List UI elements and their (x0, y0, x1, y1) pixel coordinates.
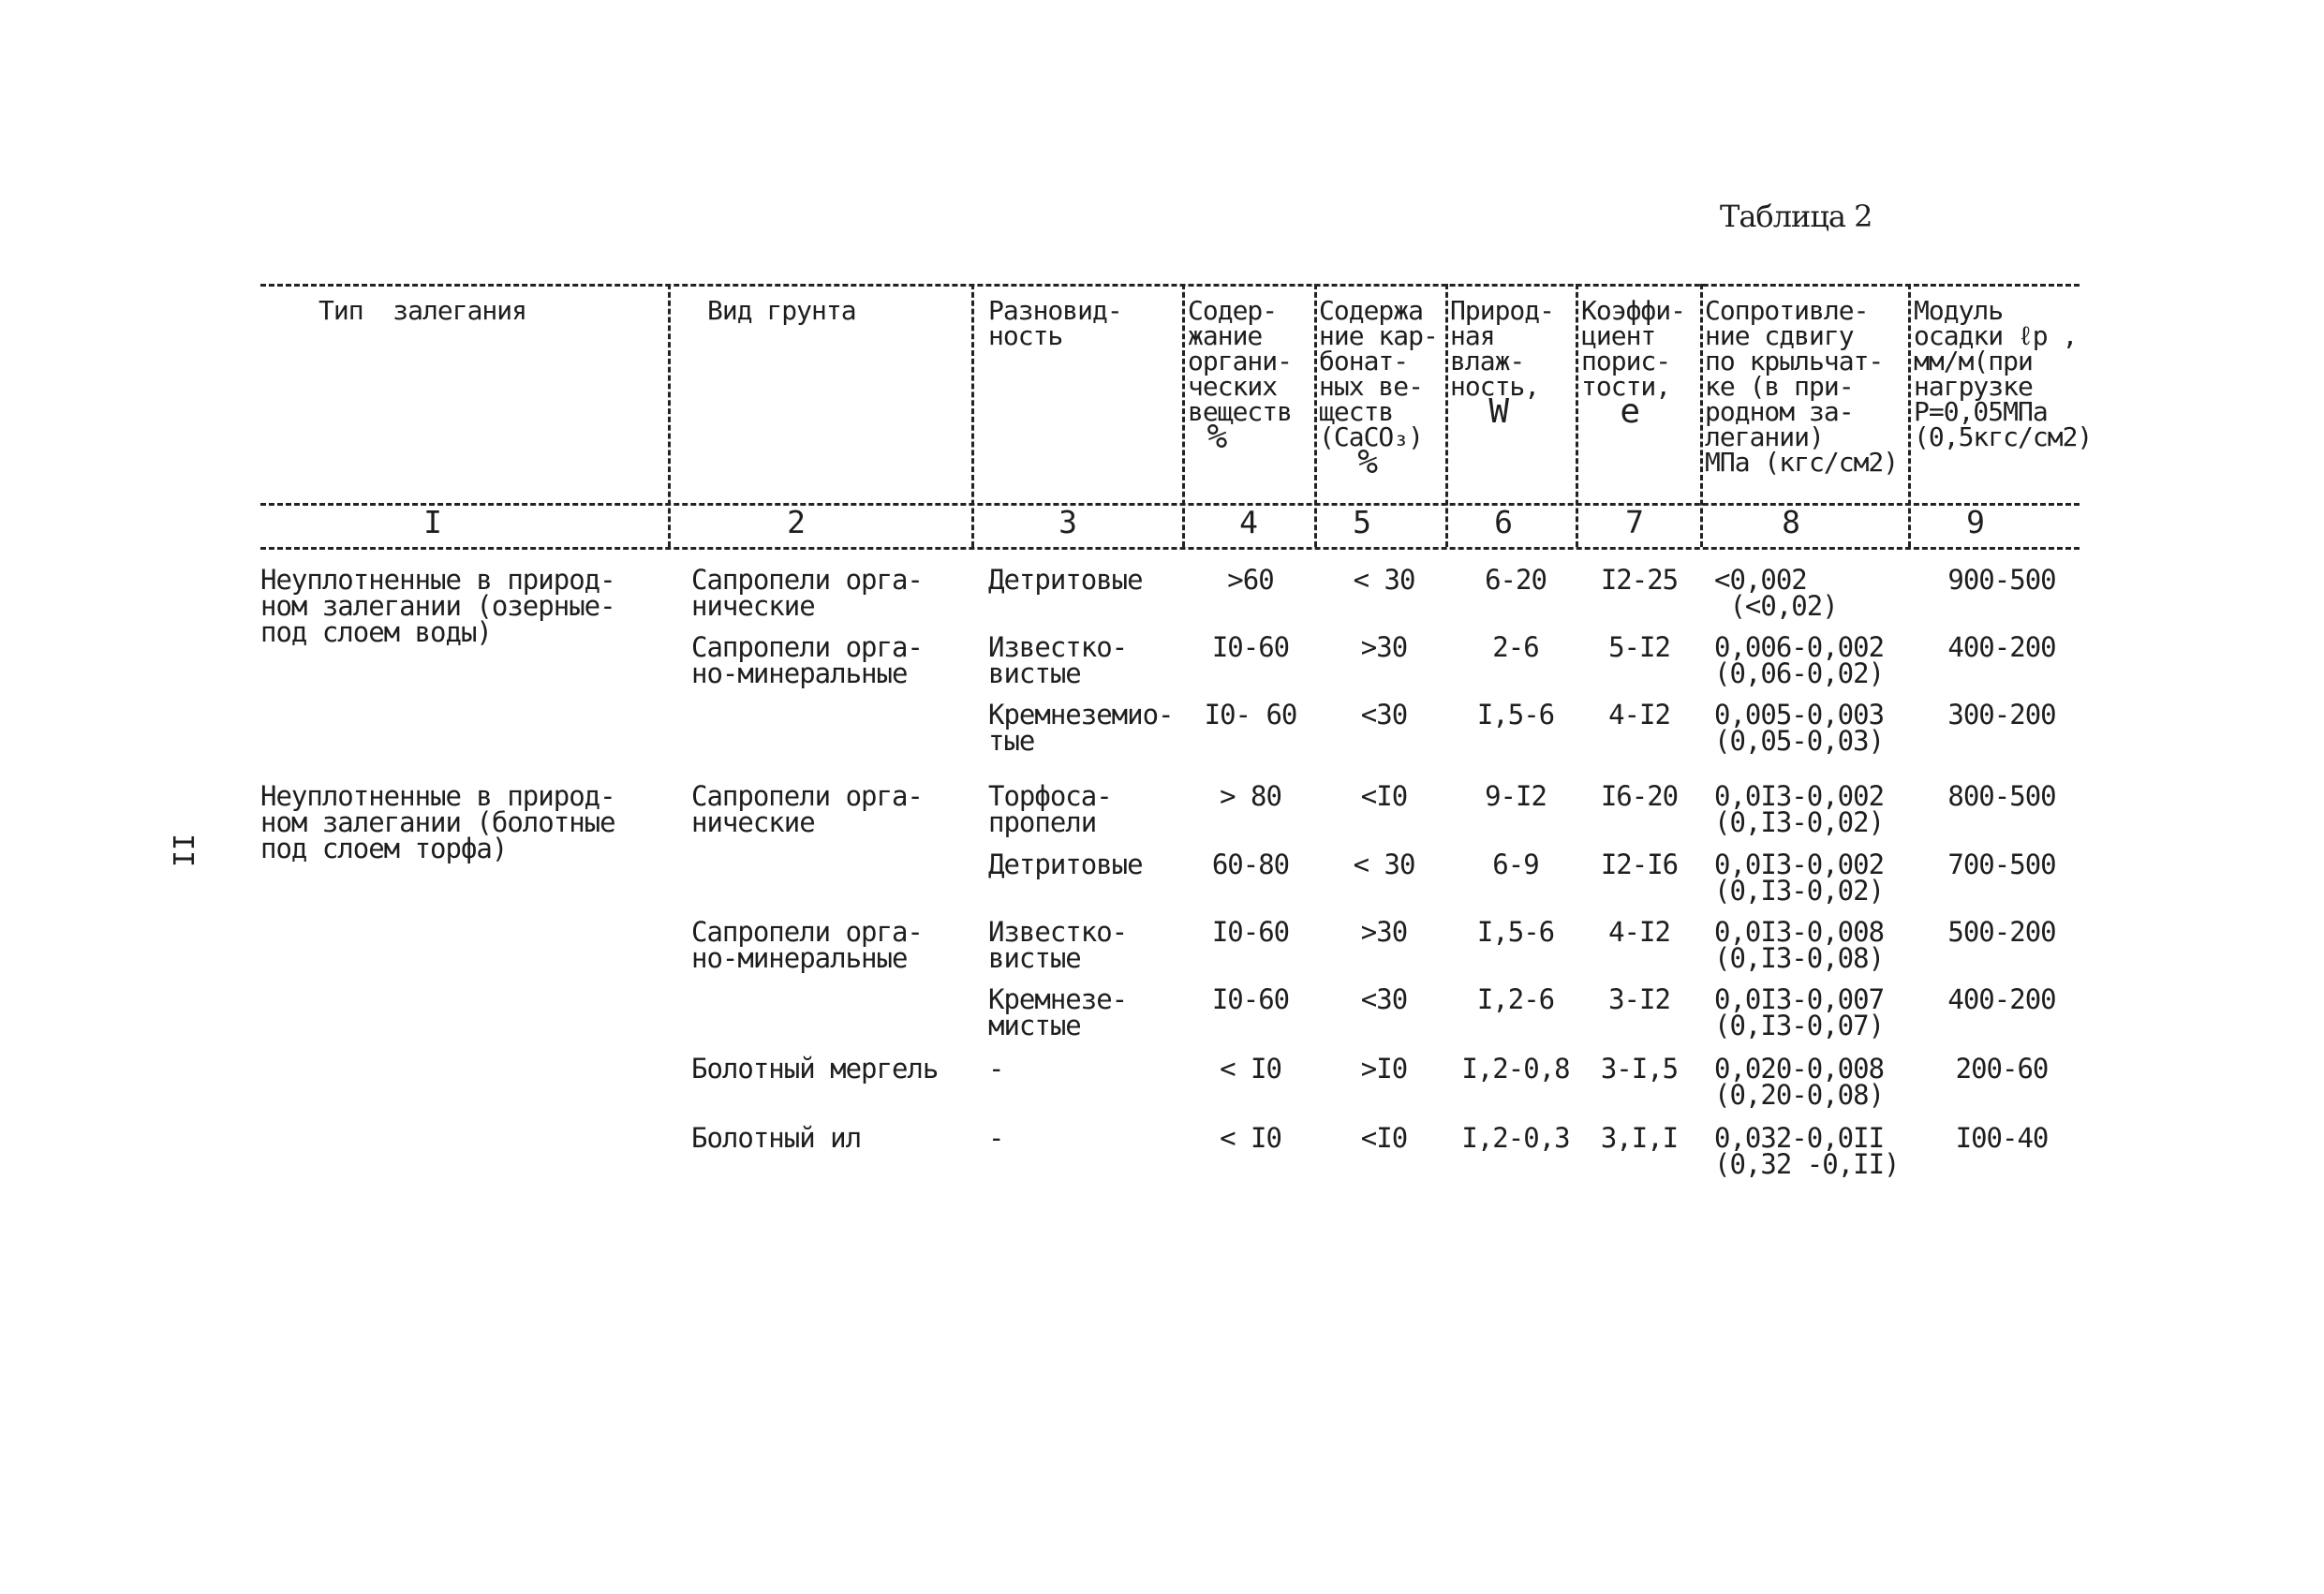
table-cell: 400-200 (1947, 983, 2056, 1015)
column-number: 3 (1058, 504, 1077, 540)
header-line: ная (1450, 320, 1495, 351)
table-cell: 5-I2 (1608, 631, 1670, 663)
table-cell: 300-200 (1947, 699, 2056, 731)
table-cell-line: нические (691, 590, 815, 622)
table-cell-line: - (988, 1053, 1004, 1085)
header-bottom-rule (260, 503, 2080, 506)
table-cell: I00-40 (1955, 1122, 2049, 1154)
header-line: Содер- (1188, 295, 1278, 326)
table-cell-line: вистые (988, 657, 1081, 689)
table-cell-line: 0,0I3-0,007 (1714, 983, 1885, 1015)
table-cell: I0-60 (1211, 631, 1290, 663)
header-line: P=0,05МПа (1914, 396, 2048, 427)
column-divider (971, 284, 974, 547)
header-line: % (1319, 443, 1378, 481)
table-cell: < I0 (1220, 1053, 1281, 1085)
header-line: Природ- (1450, 295, 1555, 326)
table-cell-line: Кремнезе- (988, 983, 1128, 1015)
table-cell: I0- 60 (1204, 699, 1297, 731)
table-cell-line: пропели (988, 806, 1097, 838)
table-cell-line: 0,032-0,0II (1714, 1122, 1885, 1154)
header-line: Сопротивле- (1705, 295, 1869, 326)
header-line: тости, (1581, 371, 1671, 402)
table-cell-line: - (988, 1122, 1004, 1154)
table-cell: >60 (1227, 564, 1274, 596)
table-cell: I,2-0,3 (1461, 1122, 1570, 1154)
table-cell-line: (0,I3-0,07) (1714, 1010, 1885, 1041)
table-cell-line: под слоем воды) (260, 616, 492, 648)
table-cell-line: (<0,02) (1714, 590, 1838, 622)
table-title: Таблица 2 (1720, 199, 1873, 234)
table-cell-line: но-минеральные (691, 942, 908, 974)
table-cell-line: под слоем торфа) (260, 833, 508, 864)
header-line: нагрузке (1914, 371, 2033, 402)
column-divider (1576, 284, 1578, 547)
header-line: ние сдвигу (1705, 320, 1854, 351)
column-divider (1445, 284, 1448, 547)
table-cell: < 30 (1353, 564, 1415, 596)
page-number-side: II (166, 834, 199, 868)
table-cell: <30 (1360, 699, 1408, 731)
table-cell: I6-20 (1600, 780, 1679, 812)
header-line: ке (в при- (1705, 371, 1854, 402)
table-cell-line: Сапропели орга- (691, 564, 923, 596)
table-cell-line: ном залегании (озерные- (260, 590, 615, 622)
header-line: жание (1188, 320, 1263, 351)
column-number: 9 (1966, 504, 1985, 540)
table-cell: 2-6 (1492, 631, 1539, 663)
header-line: Вид грунта (707, 295, 856, 326)
table-cell: < I0 (1220, 1122, 1281, 1154)
table-cell: >30 (1360, 916, 1408, 948)
header-line: ческих (1188, 371, 1278, 402)
table-cell: 4-I2 (1608, 916, 1670, 948)
header-line: влаж- (1450, 346, 1525, 376)
column-number: I (423, 504, 442, 540)
header-line: (CaCO₃) (1319, 421, 1424, 452)
table-cell-line: Неуплотненные в природ- (260, 780, 615, 812)
table-cell-line: Болотный ил (691, 1122, 862, 1154)
table-cell: 6-20 (1485, 564, 1547, 596)
table-cell-line: 0,006-0,002 (1714, 631, 1885, 663)
table-cell-line: 0,005-0,003 (1714, 699, 1885, 731)
header-line: (0,5кгс/см2) (1914, 421, 2093, 452)
header-line: ность, (1450, 371, 1540, 402)
table-cell: >I0 (1360, 1053, 1408, 1085)
header-line: органи- (1188, 346, 1293, 376)
header-line: мм/м(при (1914, 346, 2033, 376)
header-line: Тип залегания (318, 295, 527, 326)
table-cell: I0-60 (1211, 983, 1290, 1015)
column-number: 8 (1782, 504, 1800, 540)
table-cell-line: Известко- (988, 916, 1128, 948)
header-line: ществ (1319, 396, 1394, 427)
column-divider (668, 284, 671, 547)
column-divider (1314, 284, 1317, 547)
table-cell-line: (0,I3-0,02) (1714, 875, 1885, 907)
table-cell: 3-I,5 (1600, 1053, 1679, 1085)
table-cell: <30 (1360, 983, 1408, 1015)
table-cell-line: (0,I3-0,02) (1714, 806, 1885, 838)
column-number: 6 (1494, 504, 1513, 540)
header-line: порис- (1581, 346, 1671, 376)
column-number: 7 (1625, 504, 1644, 540)
table-cell-line: (0,32 -0,II) (1714, 1148, 1900, 1180)
table-cell: I2-25 (1600, 564, 1679, 596)
header-line: Модуль (1914, 295, 2004, 326)
table-cell: 500-200 (1947, 916, 2056, 948)
table-cell: I,5-6 (1476, 699, 1555, 731)
table-cell-line: (0,06-0,02) (1714, 657, 1885, 689)
table-cell: > 80 (1220, 780, 1281, 812)
table-cell-line: Торфоса- (988, 780, 1112, 812)
table-top-rule (260, 284, 2080, 287)
column-number: 2 (787, 504, 806, 540)
table-cell: I,5-6 (1476, 916, 1555, 948)
column-number: 5 (1353, 504, 1371, 540)
table-cell: < 30 (1353, 849, 1415, 880)
table-cell-line: 0,0I3-0,008 (1714, 916, 1885, 948)
table-cell-line: Сапропели орга- (691, 780, 923, 812)
column-divider (1182, 284, 1185, 547)
table-cell: 900-500 (1947, 564, 2056, 596)
table-cell: 200-60 (1955, 1053, 2049, 1085)
table-cell-line: ном залегании (болотные (260, 806, 615, 838)
header-line: ных ве- (1319, 371, 1424, 402)
header-line: легании) (1705, 421, 1824, 452)
column-number: 4 (1239, 504, 1258, 540)
table-cell: 4-I2 (1608, 699, 1670, 731)
table-cell: I,2-0,8 (1461, 1053, 1570, 1085)
header-line: ность (988, 320, 1063, 351)
header-line: W (1450, 392, 1509, 431)
table-cell-line: Сапропели орга- (691, 631, 923, 663)
table-cell: I,2-6 (1476, 983, 1555, 1015)
table-cell: 3-I2 (1608, 983, 1670, 1015)
table-cell-line: (0,I3-0,08) (1714, 942, 1885, 974)
header-line: осадки ℓp , (1914, 320, 2078, 351)
header-line: % (1188, 418, 1227, 456)
header-line: веществ (1188, 396, 1293, 427)
table-cell-line: Сапропели орга- (691, 916, 923, 948)
table-cell-line: 0,020-0,008 (1714, 1053, 1885, 1085)
table-cell-line: 0,0I3-0,002 (1714, 780, 1885, 812)
table-cell: 400-200 (1947, 631, 2056, 663)
table-cell-line: <0,002 (1714, 564, 1807, 596)
table-cell: 9-I2 (1485, 780, 1547, 812)
table-cell-line: Кремнеземио- (988, 699, 1174, 731)
table-cell: <I0 (1360, 1122, 1408, 1154)
table-cell: 60-80 (1211, 849, 1290, 880)
header-line: бонат- (1319, 346, 1409, 376)
header-line: циент (1581, 320, 1656, 351)
table-cell-line: вистые (988, 942, 1081, 974)
header-line: Коэффи- (1581, 295, 1686, 326)
table-cell: <I0 (1360, 780, 1408, 812)
table-cell-line: (0,05-0,03) (1714, 725, 1885, 757)
header-line: Содержа (1319, 295, 1424, 326)
header-line: МПа (кгс/см2) (1705, 447, 1899, 478)
table-cell-line: (0,20-0,08) (1714, 1079, 1885, 1111)
column-divider (1908, 284, 1911, 547)
table-cell-line: Болотный мергель (691, 1053, 939, 1085)
table-cell-line: тые (988, 725, 1035, 757)
table-cell-line: нические (691, 806, 815, 838)
table-cell-line: но-минеральные (691, 657, 908, 689)
column-divider (1700, 284, 1703, 547)
header-line: Разновид- (988, 295, 1122, 326)
table-cell: 800-500 (1947, 780, 2056, 812)
table-cell: 6-9 (1492, 849, 1539, 880)
header-line: ние кар- (1319, 320, 1438, 351)
table-cell-line: Известко- (988, 631, 1128, 663)
table-cell: >30 (1360, 631, 1408, 663)
table-cell-line: Детритовые (988, 564, 1143, 596)
table-cell: I0-60 (1211, 916, 1290, 948)
header-line: e (1581, 392, 1640, 431)
table-cell: I2-I6 (1600, 849, 1679, 880)
numbering-bottom-rule (260, 547, 2080, 550)
table-cell-line: Детритовые (988, 849, 1143, 880)
table-cell-line: 0,0I3-0,002 (1714, 849, 1885, 880)
table-cell: 700-500 (1947, 849, 2056, 880)
header-line: родном за- (1705, 396, 1854, 427)
header-line: по крыльчат- (1705, 346, 1884, 376)
table-cell-line: Неуплотненные в природ- (260, 564, 615, 596)
table-cell: 3,I,I (1600, 1122, 1679, 1154)
table-cell-line: мистые (988, 1010, 1081, 1041)
